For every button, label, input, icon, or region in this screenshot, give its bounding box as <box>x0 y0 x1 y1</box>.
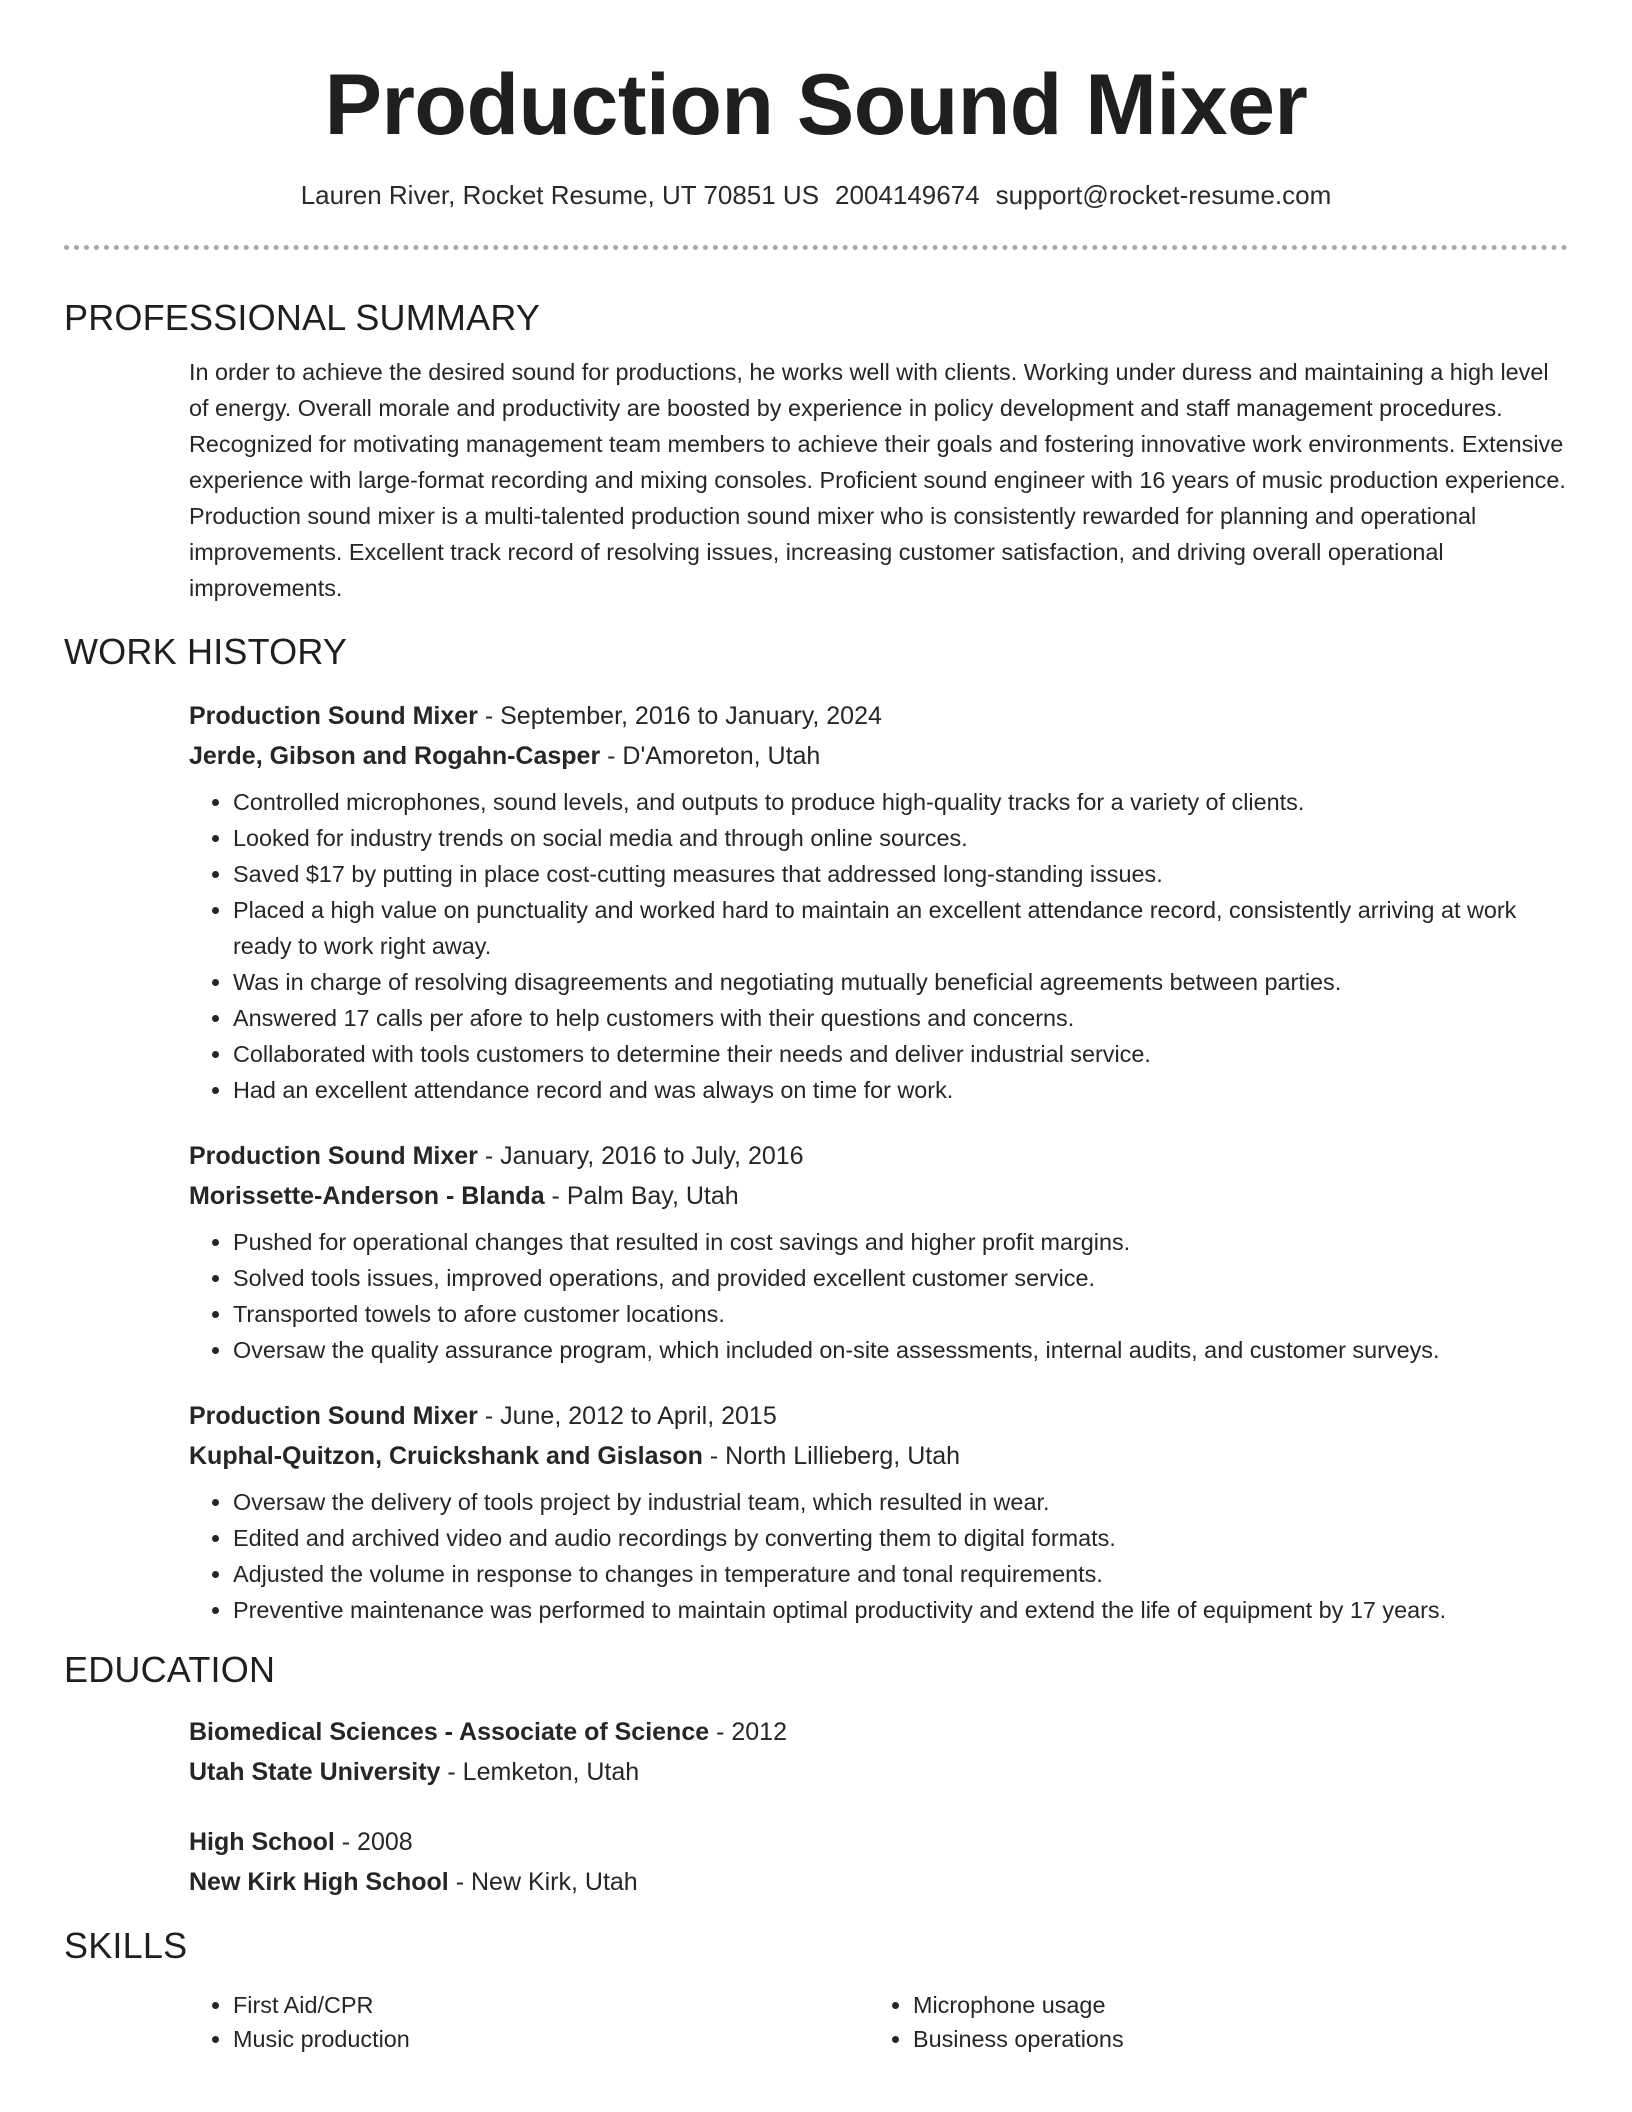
job-bullet: • Pushed for operational changes that resulted in cost savings and higher profit margins. <box>233 1224 1568 1260</box>
job-role: Production Sound Mixer <box>189 1142 478 1170</box>
job-bullet: • Saved $17 by putting in place cost-cutting measures that addressed long-standing issues. <box>233 856 1568 892</box>
skills-grid <box>189 1988 1568 2056</box>
job-company-line <box>189 1176 1568 1216</box>
job-bullets <box>189 1224 1568 1368</box>
education-degree: High School <box>189 1828 335 1856</box>
summary-text: In order to achieve the desired sound for productions, he works well with clients. Working under duress and maintaining a high level of energy. Overall morale and productivity are boosted by experience in policy development and staff management procedures. Recognized for motivating management team members to achieve their goals and fostering innovative work environments. Extensive experience with large-format recording and mixing consoles. Proficient sound engineer with 16 years of music production experience. Production sound mixer is a multi-talented production sound mixer who is consistently rewarded for planning and operational improvements. Excellent track record of resolving issues, increasing customer satisfaction, and driving overall operational improvements. <box>189 359 1566 601</box>
job-location: - North Lillieberg, Utah <box>702 1442 961 1470</box>
job-role: Production Sound Mixer <box>189 1402 478 1430</box>
education-degree-line <box>189 1822 1568 1862</box>
education-school: Utah State University <box>189 1758 441 1786</box>
job-bullet: • Preventive maintenance was performed to maintain optimal productivity and extend the life of equipment by 17 years. <box>233 1592 1568 1628</box>
education-degree: Biomedical Sciences - Associate of Science <box>189 1718 710 1746</box>
job-bullet: • Oversaw the delivery of tools project by industrial team, which resulted in wear. <box>233 1484 1568 1520</box>
job-entry <box>189 1396 1568 1628</box>
skill-item: • Business operations <box>913 2022 1549 2056</box>
job-bullet: • Oversaw the quality assurance program, which included on-site assessments, internal audits, and customer surveys. <box>233 1332 1568 1368</box>
candidate-name: Production Sound Mixer <box>324 57 1308 153</box>
job-dates: - January, 2016 to July, 2016 <box>477 1142 804 1170</box>
education-school-line <box>189 1862 1568 1902</box>
contact-line <box>64 179 1568 211</box>
education-school: New Kirk High School <box>189 1868 449 1896</box>
skills-column-left <box>189 1988 869 2056</box>
job-company-line <box>189 1436 1568 1476</box>
section-title-work-history: WORK HISTORY <box>64 631 348 672</box>
job-company: Jerde, Gibson and Rogahn-Casper <box>189 742 601 770</box>
job-bullet: • Looked for industry trends on social media and through online sources. <box>233 820 1568 856</box>
skill-item: • Microphone usage <box>913 1988 1549 2022</box>
job-bullet: • Transported towels to afore customer locations. <box>233 1296 1568 1332</box>
job-entry <box>189 1136 1568 1368</box>
job-company: Kuphal-Quitzon, Cruickshank and Gislason <box>189 1442 703 1470</box>
contact-address: Lauren River, Rocket Resume, UT 70851 US <box>300 180 820 210</box>
job-bullet: • Adjusted the volume in response to changes in temperature and tonal requirements. <box>233 1556 1568 1592</box>
resume-page <box>64 0 1568 2056</box>
section-title-summary: PROFESSIONAL SUMMARY <box>64 297 541 338</box>
education-year: - 2008 <box>334 1828 413 1856</box>
job-title-line <box>189 696 1568 736</box>
contact-email[interactable]: support@rocket-resume.com <box>995 180 1332 210</box>
job-company-line <box>189 736 1568 776</box>
job-bullets <box>189 1484 1568 1628</box>
job-bullet: • Collaborated with tools customers to determine their needs and deliver industrial service. <box>233 1036 1568 1072</box>
job-entry <box>189 696 1568 1108</box>
job-dates: - June, 2012 to April, 2015 <box>477 1402 777 1430</box>
job-title-line <box>189 1136 1568 1176</box>
skills-column-right <box>869 1988 1549 2056</box>
education-degree-line <box>189 1712 1568 1752</box>
education-location: - Lemketon, Utah <box>440 1758 640 1786</box>
skill-item: • First Aid/CPR <box>233 1988 869 2022</box>
section-title-education: EDUCATION <box>64 1649 276 1690</box>
skill-item: • Music production <box>233 2022 869 2056</box>
education-year: - 2012 <box>709 1718 787 1746</box>
education-entry <box>189 1822 1568 1902</box>
job-title-line <box>189 1396 1568 1436</box>
education-entry <box>189 1712 1568 1792</box>
job-bullets <box>189 784 1568 1108</box>
job-dates: - September, 2016 to January, 2024 <box>477 702 882 730</box>
job-bullet: • Edited and archived video and audio recordings by converting them to digital formats. <box>233 1520 1568 1556</box>
job-role: Production Sound Mixer <box>189 702 478 730</box>
header-divider <box>64 245 1568 250</box>
job-bullet: • Was in charge of resolving disagreements and negotiating mutually beneficial agreements between parties. <box>233 964 1568 1000</box>
job-location: - D'Amoreton, Utah <box>600 742 821 770</box>
job-bullet: • Placed a high value on punctuality and worked hard to maintain an excellent attendance record, consistently arriving at work ready to work right away. <box>233 892 1568 964</box>
contact-phone: 2004149674 <box>835 180 980 210</box>
job-bullet: • Solved tools issues, improved operations, and provided excellent customer service. <box>233 1260 1568 1296</box>
job-bullet: • Had an excellent attendance record and was always on time for work. <box>233 1072 1568 1108</box>
job-bullet: • Answered 17 calls per afore to help customers with their questions and concerns. <box>233 1000 1568 1036</box>
job-company: Morissette-Anderson - Blanda <box>189 1182 545 1210</box>
job-location: - Palm Bay, Utah <box>544 1182 739 1210</box>
job-bullet: • Controlled microphones, sound levels, and outputs to produce high-quality tracks for a variety of clients. <box>233 784 1568 820</box>
section-title-skills: SKILLS <box>64 1925 188 1966</box>
education-location: - New Kirk, Utah <box>448 1868 638 1896</box>
education-school-line <box>189 1752 1568 1792</box>
